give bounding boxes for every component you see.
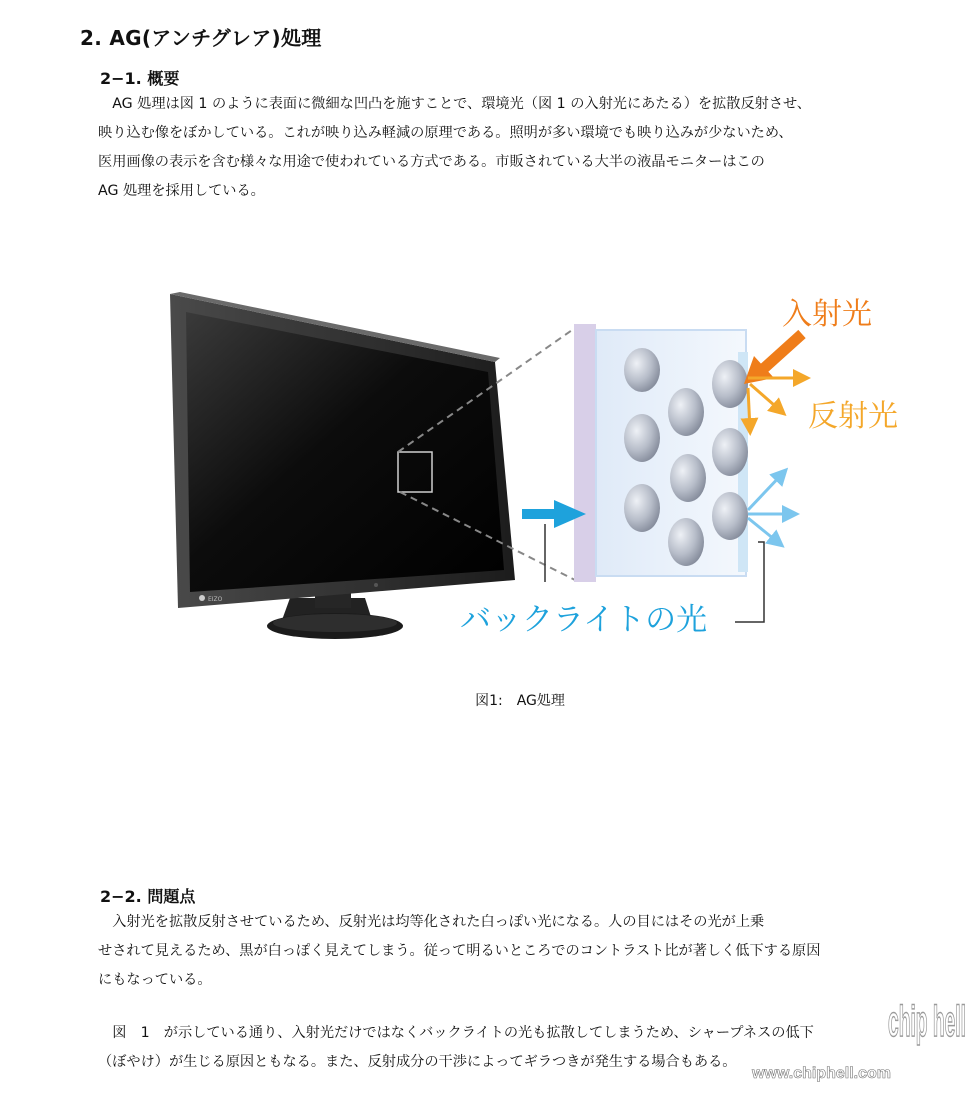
subsection-title-problems: 2−2. 問題点 [100,887,196,906]
text-line: 映り込む像をぼかしている。これが映り込み軽減の原理である。照明が多い環境でも映り込みが少ないため、 [98,125,793,141]
reflected-arrows [748,378,805,430]
monitor-illustration [170,292,515,639]
section-heading: 2. AG(アンチグレア)処理 [80,26,322,50]
panel-cross-section [574,324,748,582]
incident-light-label: 入射光 [782,297,872,332]
problems-paragraph-1 [98,908,928,995]
text-line: 図 1 が示している通り、入射光だけではなくバックライトの光も拡散してしまうため、シャープネスの低下 [98,1025,814,1041]
text-line: AG 処理は図 1 のように表面に微細な凹凸を施すことで、環境光（図 1 の入射光にあたる）を拡散反射させ、 [98,96,811,112]
backlight-label: バックライトの光 [460,602,708,638]
text-line: せされて見えるため、黒が白っぽく見えてしまう。従って明るいところでのコントラスト比が著しく低下する原因 [98,943,821,959]
chiphell-watermark [750,990,975,1095]
watermark-url: www.chiphell.com [752,1065,891,1082]
power-led-icon [374,583,378,587]
eizo-logo-icon [199,595,205,601]
reflected-light-label: 反射光 [808,399,898,434]
brand-logo: EIZO [208,596,223,603]
watermark-logo-text: chip hell [888,997,966,1046]
text-line: 医用画像の表示を含む様々な用途で使われている方式である。市販されている大半の液晶モニターはこの [98,154,765,170]
text-line: 入射光を拡散反射させているため、反射光は均等化された白っぽい光になる。人の目にはその光が上乗 [98,914,765,930]
text-line: AG 処理を採用している。 [98,183,265,199]
ag-diagram [150,280,930,650]
overview-paragraph [98,90,928,206]
figure-caption: 図1: AG処理 [475,693,565,709]
subsection-title-overview: 2−1. 概要 [100,69,180,88]
text-line: にもなっている。 [98,972,212,988]
text-line: （ぼやけ）が生じる原因ともなる。また、反射成分の干渉によってギラつきが発生する場合もある。 [98,1054,737,1070]
diffused-backlight-arrows [748,472,794,544]
